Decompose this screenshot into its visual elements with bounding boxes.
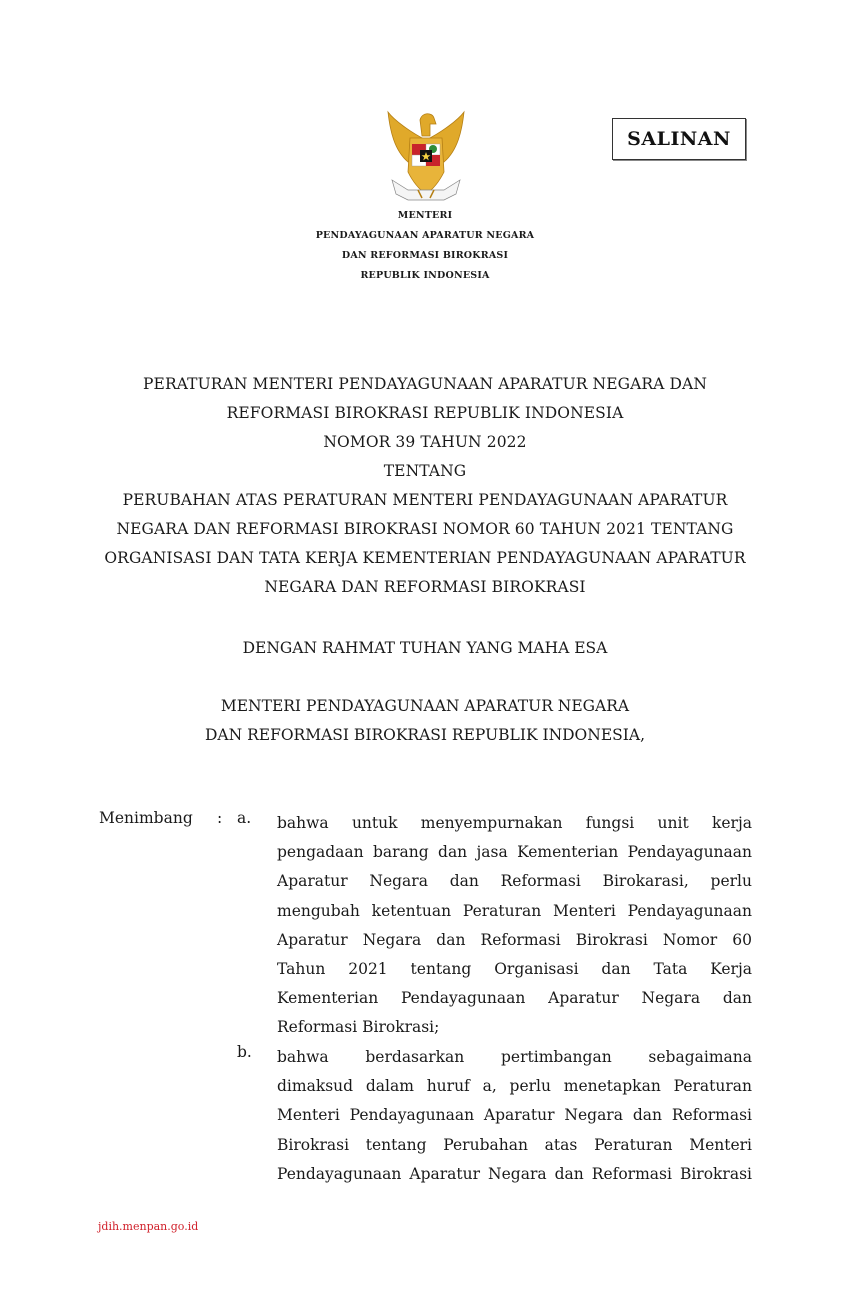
text-line: Aparatur Negara dan Reformasi Birokrasi Nomor 60 (277, 930, 752, 949)
title-line: PERATURAN MENTERI PENDAYAGUNAAN APARATUR NEGARA DAN (143, 375, 707, 393)
item-text (277, 1043, 752, 1189)
text-line: Menteri Pendayagunaan Aparatur Negara dan Reformasi (277, 1106, 752, 1125)
text-line: bahwa untuk menyempurnakan fungsi unit kerja (277, 814, 752, 832)
text-line: Aparatur Negara dan Reformasi Birokarasi, perlu (277, 872, 752, 891)
considering-label: Menimbang (99, 809, 193, 827)
text-line: Tahun 2021 tentang Organisasi dan Tata Kerja (277, 959, 752, 978)
item-letter: b. (237, 1043, 252, 1061)
copy-stamp-label: SALINAN (627, 128, 731, 150)
issuer-line: MENTERI (397, 210, 453, 221)
text-line: Kementerian Pendayagunaan Aparatur Negara dan (277, 989, 752, 1008)
minister-line: MENTERI PENDAYAGUNAAN APARATUR NEGARA (220, 697, 630, 715)
blessing-line: DENGAN RAHMAT TUHAN YANG MAHA ESA (242, 639, 608, 657)
source-link[interactable]: jdih.menpan.go.id (98, 1220, 199, 1233)
copy-stamp (612, 118, 746, 160)
issuer-line: REPUBLIK INDONESIA (360, 270, 490, 281)
title-line: NEGARA DAN REFORMASI BIROKRASI NOMOR 60 TAHUN 2021 TENTANG (116, 520, 734, 538)
garuda-emblem-icon (380, 110, 472, 205)
minister-line: DAN REFORMASI BIROKRASI REPUBLIK INDONESIA, (204, 726, 646, 744)
title-line: NEGARA DAN REFORMASI BIROKRASI (264, 578, 586, 596)
title-line: PERUBAHAN ATAS PERATURAN MENTERI PENDAYAGUNAAN APARATUR (122, 491, 728, 509)
text-line: pengadaan barang dan jasa Kementerian Pendayagunaan (277, 843, 752, 862)
text-line: bahwa berdasarkan pertimbangan sebagaimana (277, 1048, 752, 1066)
minister-heading (80, 692, 770, 750)
text-line: Birokrasi tentang Perubahan atas Peraturan Menteri (277, 1135, 752, 1154)
title-line: TENTANG (383, 462, 467, 480)
title-line: NOMOR 39 TAHUN 2022 (323, 433, 527, 451)
text-line: Pendayagunaan Aparatur Negara dan Reformasi Birokrasi (277, 1164, 752, 1183)
title-line: ORGANISASI DAN TATA KERJA KEMENTERIAN PENDAYAGUNAAN APARATUR (104, 549, 746, 567)
item-text (277, 809, 752, 1043)
text-line: Reformasi Birokrasi; (277, 1018, 440, 1037)
issuer-line: PENDAYAGUNAAN APARATUR NEGARA (315, 230, 535, 241)
issuer-line: DAN REFORMASI BIROKRASI (341, 250, 509, 261)
title-line: REFORMASI BIROKRASI REPUBLIK INDONESIA (226, 404, 624, 422)
regulation-title (80, 370, 770, 602)
text-line: dimaksud dalam huruf a, perlu menetapkan Peraturan (277, 1077, 752, 1096)
item-letter: a. (237, 809, 252, 827)
issuer-heading (300, 206, 550, 286)
text-line: mengubah ketentuan Peraturan Menteri Pendayagunaan (277, 901, 752, 920)
considering-colon: : (217, 809, 223, 827)
